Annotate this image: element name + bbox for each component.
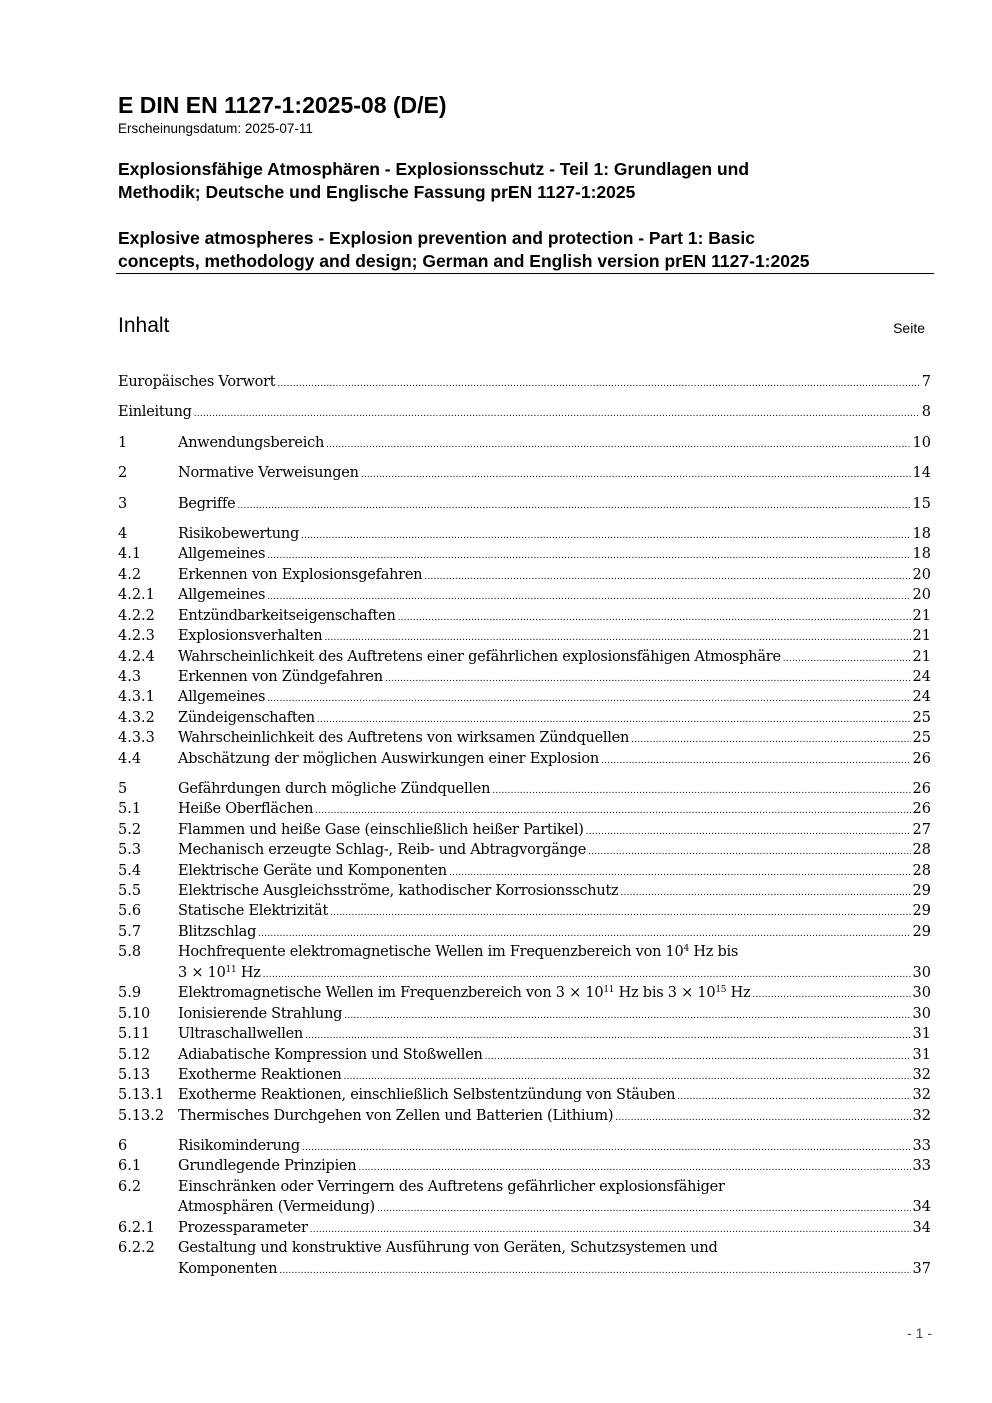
toc-entry-title: Explosionsverhalten <box>178 628 323 644</box>
toc-entry-number: 6.2 <box>118 1178 142 1195</box>
toc-entry-title: Begriffe <box>178 495 236 512</box>
toc-entry-title-superscript: 11 <box>603 985 615 996</box>
toc-entry[interactable] <box>118 1045 931 1066</box>
toc-entry-page: 33 <box>912 1137 931 1154</box>
toc-entry-number: 5.3 <box>118 842 142 858</box>
toc-entry-title-superscript: 4 <box>683 944 689 955</box>
toc-entry-number: 3 <box>118 495 128 512</box>
toc-dot-leader <box>615 1108 910 1129</box>
toc-entry[interactable] <box>118 402 931 423</box>
toc-entry-page: 26 <box>912 750 931 767</box>
toc-entry-title: Risikominderung <box>178 1137 300 1154</box>
toc-entry-number: 5.13.2 <box>118 1107 165 1124</box>
title-english-line-2: concepts, methodology and design; German and English version prEN 1127-1:2025 <box>118 251 810 271</box>
toc-entry-title-superscript: 15 <box>715 985 727 996</box>
toc-entry-page: 32 <box>912 1107 931 1124</box>
toc-heading: Inhalt <box>118 314 170 337</box>
toc-entry[interactable] <box>118 1085 931 1106</box>
toc-entry[interactable] <box>118 728 931 749</box>
publication-date-line <box>118 121 313 136</box>
toc-entry-line <box>178 1259 931 1282</box>
toc-entry-number: 4.3.2 <box>118 709 155 726</box>
toc-entry-title: Adiabatische Kompression und Stoßwellen <box>178 1046 483 1063</box>
toc-entry-page: 20 <box>912 566 931 583</box>
toc-entry-page: 24 <box>912 689 931 706</box>
toc-entry-page: 26 <box>912 780 931 797</box>
toc-entry[interactable] <box>118 565 931 586</box>
toc-dot-leader <box>601 751 911 772</box>
toc-entry-title: Blitzschlag <box>178 923 257 940</box>
toc-entry-number: 5.10 <box>118 1005 151 1022</box>
toc-entry-number: 5.7 <box>118 923 142 940</box>
toc-entry-title: Allgemeines <box>178 689 266 706</box>
toc-entry-title-continued: Atmosphären (Vermeidung) <box>178 1199 375 1216</box>
toc-entry-number: 5.9 <box>118 985 142 1002</box>
toc-entry-number: 6.2.2 <box>118 1240 155 1257</box>
toc-entry-number: 6 <box>118 1137 128 1154</box>
toc-entry-title-part: Hz bis <box>689 944 739 961</box>
toc-entry-number: 4.2.2 <box>118 607 155 624</box>
toc-entry[interactable] <box>118 861 931 882</box>
toc-entry-title-part: Hz bis 3 × 10 <box>614 985 716 1002</box>
toc-entry-number: 5.13.1 <box>118 1087 165 1104</box>
toc-entry-title: Elektrische Ausgleichsströme, kathodischer Korrosionsschutz <box>178 882 619 899</box>
toc-entry-number: 4.2.4 <box>118 648 155 665</box>
toc-entry-number: 5 <box>118 780 128 797</box>
toc-entry-line <box>178 494 931 517</box>
toc-entry-line <box>178 463 931 486</box>
toc-entry[interactable] <box>118 1136 931 1157</box>
toc-entry-line <box>178 749 931 772</box>
publication-date-label: Erscheinungsdatum: <box>118 121 242 136</box>
toc-entry[interactable] <box>118 1024 931 1045</box>
toc-entry[interactable] <box>118 942 931 963</box>
toc-entry-title-part: Hz <box>236 964 261 981</box>
toc-entry-continuation[interactable] <box>118 963 931 984</box>
toc-entry-page: 21 <box>912 607 931 624</box>
toc-entry-title: Entzündbarkeitseigenschaften <box>178 607 396 624</box>
toc-entry-page: 15 <box>912 495 931 512</box>
toc-entry-number: 4.2 <box>118 566 142 583</box>
toc-entry[interactable] <box>118 749 931 770</box>
toc-entry-page: 26 <box>912 801 931 818</box>
toc-entry-line <box>178 942 931 963</box>
toc-entry-page: 7 <box>921 374 931 390</box>
toc-entry-page: 29 <box>912 882 931 899</box>
toc-entry-line <box>178 1106 931 1129</box>
toc-entry-number: 5.11 <box>118 1026 151 1043</box>
toc-entry-title: Risikobewertung <box>178 525 299 542</box>
toc-entry-page: 32 <box>912 1067 931 1083</box>
toc-entry-title: Gefährdungen durch mögliche Zündquellen <box>178 780 491 797</box>
toc-entry[interactable] <box>118 799 931 820</box>
toc-entry-page: 34 <box>912 1219 931 1236</box>
toc-entry-title: Elektrische Geräte und Komponenten <box>178 862 447 879</box>
toc-entry-title: Normative Verweisungen <box>178 465 359 482</box>
toc-entry-page: 32 <box>912 1087 931 1104</box>
toc-entry-title: Wahrscheinlichkeit des Auftretens von wirksamen Zündquellen <box>178 730 630 747</box>
toc-entry-number: 2 <box>118 465 128 482</box>
toc-entry-title: Prozessparameter <box>178 1219 308 1236</box>
toc-entry-page: 14 <box>912 465 931 482</box>
toc-entry-number: 5.8 <box>118 944 142 961</box>
toc-entry-page: 30 <box>912 985 931 1002</box>
toc-dot-leader <box>237 496 910 517</box>
toc-entry-page: 29 <box>912 903 931 920</box>
toc-entry-title-part: Hz <box>726 985 751 1002</box>
toc-entry[interactable] <box>118 1004 931 1025</box>
title-german-line-1: Explosionsfähige Atmosphären - Explosionsschutz - Teil 1: Grundlagen und <box>118 159 750 179</box>
toc-entry[interactable] <box>118 840 931 861</box>
toc-entry-title: Europäisches Vorwort <box>118 374 276 390</box>
toc-entry-title: Wahrscheinlichkeit des Auftretens einer gefährlichen explosionsfähigen Atmosphäre <box>178 648 781 665</box>
toc-entry[interactable] <box>118 463 931 484</box>
toc-dot-leader <box>326 435 911 456</box>
toc-entry-page: 34 <box>912 1199 931 1216</box>
publication-date: 2025-07-11 <box>244 121 313 136</box>
toc-entry[interactable] <box>118 433 931 454</box>
page-number: - 1 - <box>907 1325 932 1341</box>
toc-entry[interactable] <box>118 820 931 841</box>
toc-entry-number: 4.1 <box>118 546 142 563</box>
toc-entry-title: Zündeigenschaften <box>178 709 315 726</box>
toc-entry-title: Statische Elektrizität <box>178 903 329 920</box>
title-german <box>118 158 938 204</box>
toc-entry-title: Gestaltung und konstruktive Ausführung von Geräten, Schutzsystemen und <box>178 1240 718 1257</box>
title-english-line-1: Explosive atmospheres - Explosion prevention and protection - Part 1: Basic <box>118 228 755 248</box>
toc-entry-number: 4.3 <box>118 668 142 685</box>
toc-entry-number: 4 <box>118 525 128 542</box>
toc-entry-title: Ultraschallwellen <box>178 1026 304 1043</box>
toc-entry-page: 18 <box>912 525 931 542</box>
toc-entry[interactable] <box>118 647 931 668</box>
toc-entry-title: Thermisches Durchgehen von Zellen und Batterien (Lithium) <box>178 1107 614 1124</box>
toc-entry[interactable] <box>118 901 931 922</box>
toc-entry-title <box>178 983 750 1004</box>
toc-entry-page: 28 <box>912 862 931 879</box>
toc-entry-line <box>178 1177 931 1198</box>
toc-entry[interactable] <box>118 585 931 606</box>
toc-entry-number: 4.3.3 <box>118 730 155 747</box>
toc-entry-page: 29 <box>912 923 931 940</box>
toc-entry-page: 10 <box>912 434 931 451</box>
toc-dot-leader <box>277 374 919 395</box>
toc-entry-page: 33 <box>912 1158 931 1175</box>
toc-entry-number: 4.2.1 <box>118 587 155 604</box>
toc-dot-leader <box>361 465 911 486</box>
toc-entry-title: Ionisierende Strahlung <box>178 1005 343 1022</box>
toc-entry-line <box>178 1238 931 1259</box>
toc-entry-title-part: Elektromagnetische Wellen im Frequenzbereich von 3 × 10 <box>178 985 604 1002</box>
toc-entry-title-continued <box>178 963 261 984</box>
toc-entry[interactable] <box>118 372 931 393</box>
toc-entry-page: 8 <box>921 404 931 421</box>
toc-entry-number: 5.13 <box>118 1067 151 1083</box>
toc-entry-title: Allgemeines <box>178 587 266 604</box>
toc-entry-page: 30 <box>912 964 931 981</box>
toc-entry-number: 1 <box>118 434 128 451</box>
toc-page-column-label: Seite <box>893 320 925 336</box>
toc-entry-number: 4.2.3 <box>118 628 155 644</box>
toc-entry-page: 28 <box>912 842 931 858</box>
toc-entry-title-part: 3 × 10 <box>178 964 226 981</box>
toc-entry[interactable] <box>118 922 931 943</box>
document-number: E DIN EN 1127-1:2025-08 (D/E) <box>118 92 447 118</box>
toc-entry-page: 27 <box>912 821 931 838</box>
toc-entry-page: 21 <box>912 648 931 665</box>
toc-entry[interactable] <box>118 1065 931 1086</box>
toc-entry[interactable] <box>118 1218 931 1239</box>
toc-entry[interactable] <box>118 667 931 688</box>
toc-entry-title: Erkennen von Explosionsgefahren <box>178 566 423 583</box>
toc-entry-title: Flammen und heiße Gase (einschließlich heißer Partikel) <box>178 821 584 838</box>
toc-entry-line <box>178 433 931 456</box>
toc-entry-page: 18 <box>912 546 931 563</box>
toc-entry-line <box>118 402 931 425</box>
title-english <box>118 227 938 273</box>
toc-entry-page: 25 <box>912 730 931 747</box>
toc-entry-title: Allgemeines <box>178 546 266 563</box>
toc-dot-leader <box>279 1261 910 1282</box>
toc-entry[interactable] <box>118 626 931 647</box>
toc-entry-number: 5.6 <box>118 903 142 920</box>
toc-entry-page: 37 <box>912 1260 931 1277</box>
toc-entry-number: 5.5 <box>118 882 142 899</box>
toc-entry[interactable] <box>118 494 931 515</box>
toc-entry[interactable] <box>118 708 931 729</box>
toc-entry-line <box>118 372 931 395</box>
toc-entry[interactable] <box>118 544 931 565</box>
toc-entry-continuation[interactable] <box>118 1197 931 1218</box>
toc-entry[interactable] <box>118 1238 931 1259</box>
toc-entry-title: Heiße Oberflächen <box>178 801 314 818</box>
toc-entry-page: 20 <box>912 587 931 604</box>
toc-entry-title: Abschätzung der möglichen Auswirkungen einer Explosion <box>178 750 600 767</box>
toc-entry-continuation[interactable] <box>118 1259 931 1280</box>
toc-entry-title: Anwendungsbereich <box>178 434 325 451</box>
toc-entry-title: Exotherme Reaktionen <box>178 1067 342 1083</box>
toc-entry-number: 5.1 <box>118 801 142 818</box>
toc-entry-number: 5.4 <box>118 862 142 879</box>
toc-entry[interactable] <box>118 606 931 627</box>
toc-entry-number: 5.12 <box>118 1046 151 1063</box>
title-german-line-2: Methodik; Deutsche und Englische Fassung prEN 1127-1:2025 <box>118 182 636 202</box>
toc-entry-title: Exotherme Reaktionen, einschließlich Selbstentzündung von Stäuben <box>178 1087 676 1104</box>
toc-entry[interactable] <box>118 1156 931 1177</box>
toc-entry-number: 5.2 <box>118 821 142 838</box>
toc-entry[interactable] <box>118 983 931 1004</box>
toc-entry-title-continued: Komponenten <box>178 1260 278 1277</box>
toc-entry-number: 4.4 <box>118 750 142 767</box>
toc-entry[interactable] <box>118 1177 931 1198</box>
toc-entry-page: 21 <box>912 628 931 644</box>
toc-dot-leader <box>194 404 920 425</box>
toc-entry-title: Mechanisch erzeugte Schlag-, Reib- und Abtragvorgänge <box>178 842 587 858</box>
toc-entry-number: 6.2.1 <box>118 1219 155 1236</box>
toc-entry-title-part: Hochfrequente elektromagnetische Wellen im Frequenzbereich von 10 <box>178 944 684 961</box>
toc-entry[interactable] <box>118 881 931 902</box>
title-divider <box>116 273 934 274</box>
toc-entry-title: Grundlegende Prinzipien <box>178 1158 357 1175</box>
toc-entry-title: Einleitung <box>118 404 192 421</box>
toc-entry-title-superscript: 11 <box>225 964 237 975</box>
toc-entry[interactable] <box>118 524 931 545</box>
toc-entry-page: 30 <box>912 1005 931 1022</box>
toc-entry-page: 24 <box>912 668 931 685</box>
toc-entry-title: Erkennen von Zündgefahren <box>178 668 383 685</box>
toc-entry[interactable] <box>118 687 931 708</box>
toc-entry-page: 25 <box>912 709 931 726</box>
toc-entry[interactable] <box>118 1106 931 1127</box>
toc-entry[interactable] <box>118 779 931 800</box>
toc-entry-number: 6.1 <box>118 1158 142 1175</box>
toc-entry-page: 31 <box>912 1026 931 1043</box>
toc-entry-title: Einschränken oder Verringern des Auftretens gefährlicher explosionsfähiger <box>178 1178 725 1195</box>
toc-entry-title <box>178 942 738 963</box>
toc-entry-page: 31 <box>912 1046 931 1063</box>
toc-entry-number: 4.3.1 <box>118 689 155 706</box>
